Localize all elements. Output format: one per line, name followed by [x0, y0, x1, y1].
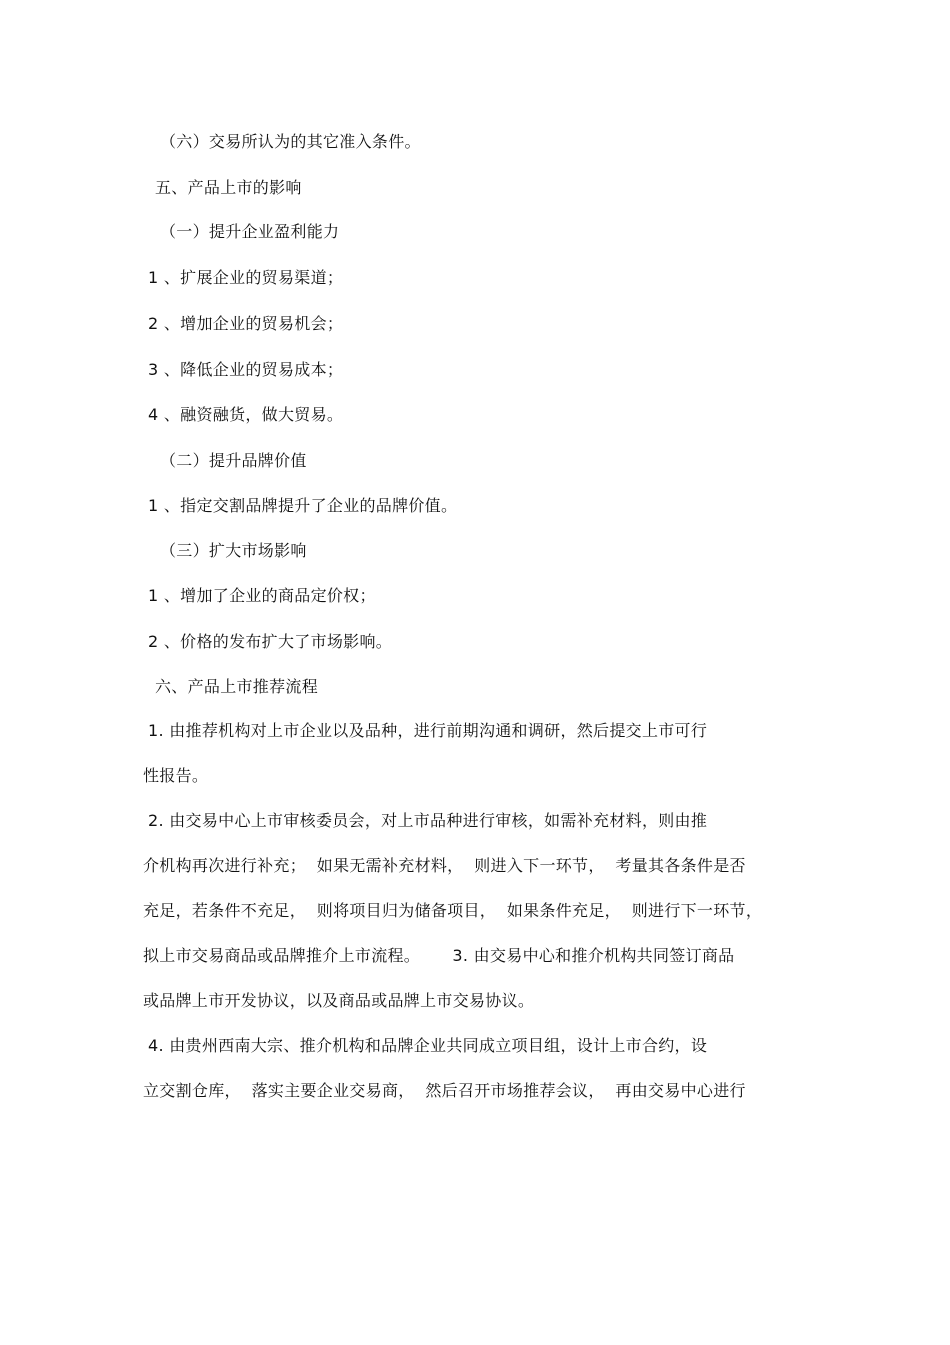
list-item: 1 、扩展企业的贸易渠道；: [148, 268, 344, 287]
section-heading-6: 六、产品上市推荐流程: [155, 677, 319, 696]
list-item: 1 、增加了企业的商品定价权；: [148, 586, 376, 605]
subsection-heading-2: （二）提升品牌价值: [160, 451, 307, 470]
paragraph-line: 或品牌上市开发协议，以及商品或品牌上市交易协议。: [143, 991, 535, 1010]
text-line-condition-6: （六）交易所认为的其它准入条件。: [160, 132, 421, 151]
list-item: 4 、融资融货，做大贸易。: [148, 405, 344, 424]
paragraph-line: 4. 由贵州西南大宗、推介机构和品牌企业共同成立项目组，设计上市合约，设: [148, 1036, 708, 1055]
list-item: 2 、增加企业的贸易机会；: [148, 314, 344, 333]
paragraph-line: 介机构再次进行补充； 如果无需补充材料， 则进入下一环节， 考量其各条件是否: [143, 856, 746, 875]
list-item: 1 、指定交割品牌提升了企业的品牌价值。: [148, 496, 458, 515]
paragraph-line: 2. 由交易中心上市审核委员会，对上市品种进行审核，如需补充材料，则由推: [148, 811, 708, 830]
paragraph-line: 拟上市交易商品或品牌推介上市流程。 3. 由交易中心和推介机构共同签订商品: [143, 946, 735, 965]
paragraph-line: 立交割仓库， 落实主要企业交易商， 然后召开市场推荐会议， 再由交易中心进行: [143, 1081, 746, 1100]
subsection-heading-3: （三）扩大市场影响: [160, 541, 307, 560]
list-item: 3 、降低企业的贸易成本；: [148, 360, 344, 379]
list-item: 2 、价格的发布扩大了市场影响。: [148, 632, 393, 651]
paragraph-line: 性报告。: [143, 766, 209, 785]
section-heading-5: 五、产品上市的影响: [155, 178, 302, 197]
subsection-heading-1: （一）提升企业盈利能力: [160, 222, 340, 241]
paragraph-line: 1. 由推荐机构对上市企业以及品种，进行前期沟通和调研，然后提交上市可行: [148, 721, 708, 740]
paragraph-line: 充足，若条件不充足， 则将项目归为储备项目， 如果条件充足， 则进行下一环节，: [143, 901, 763, 920]
